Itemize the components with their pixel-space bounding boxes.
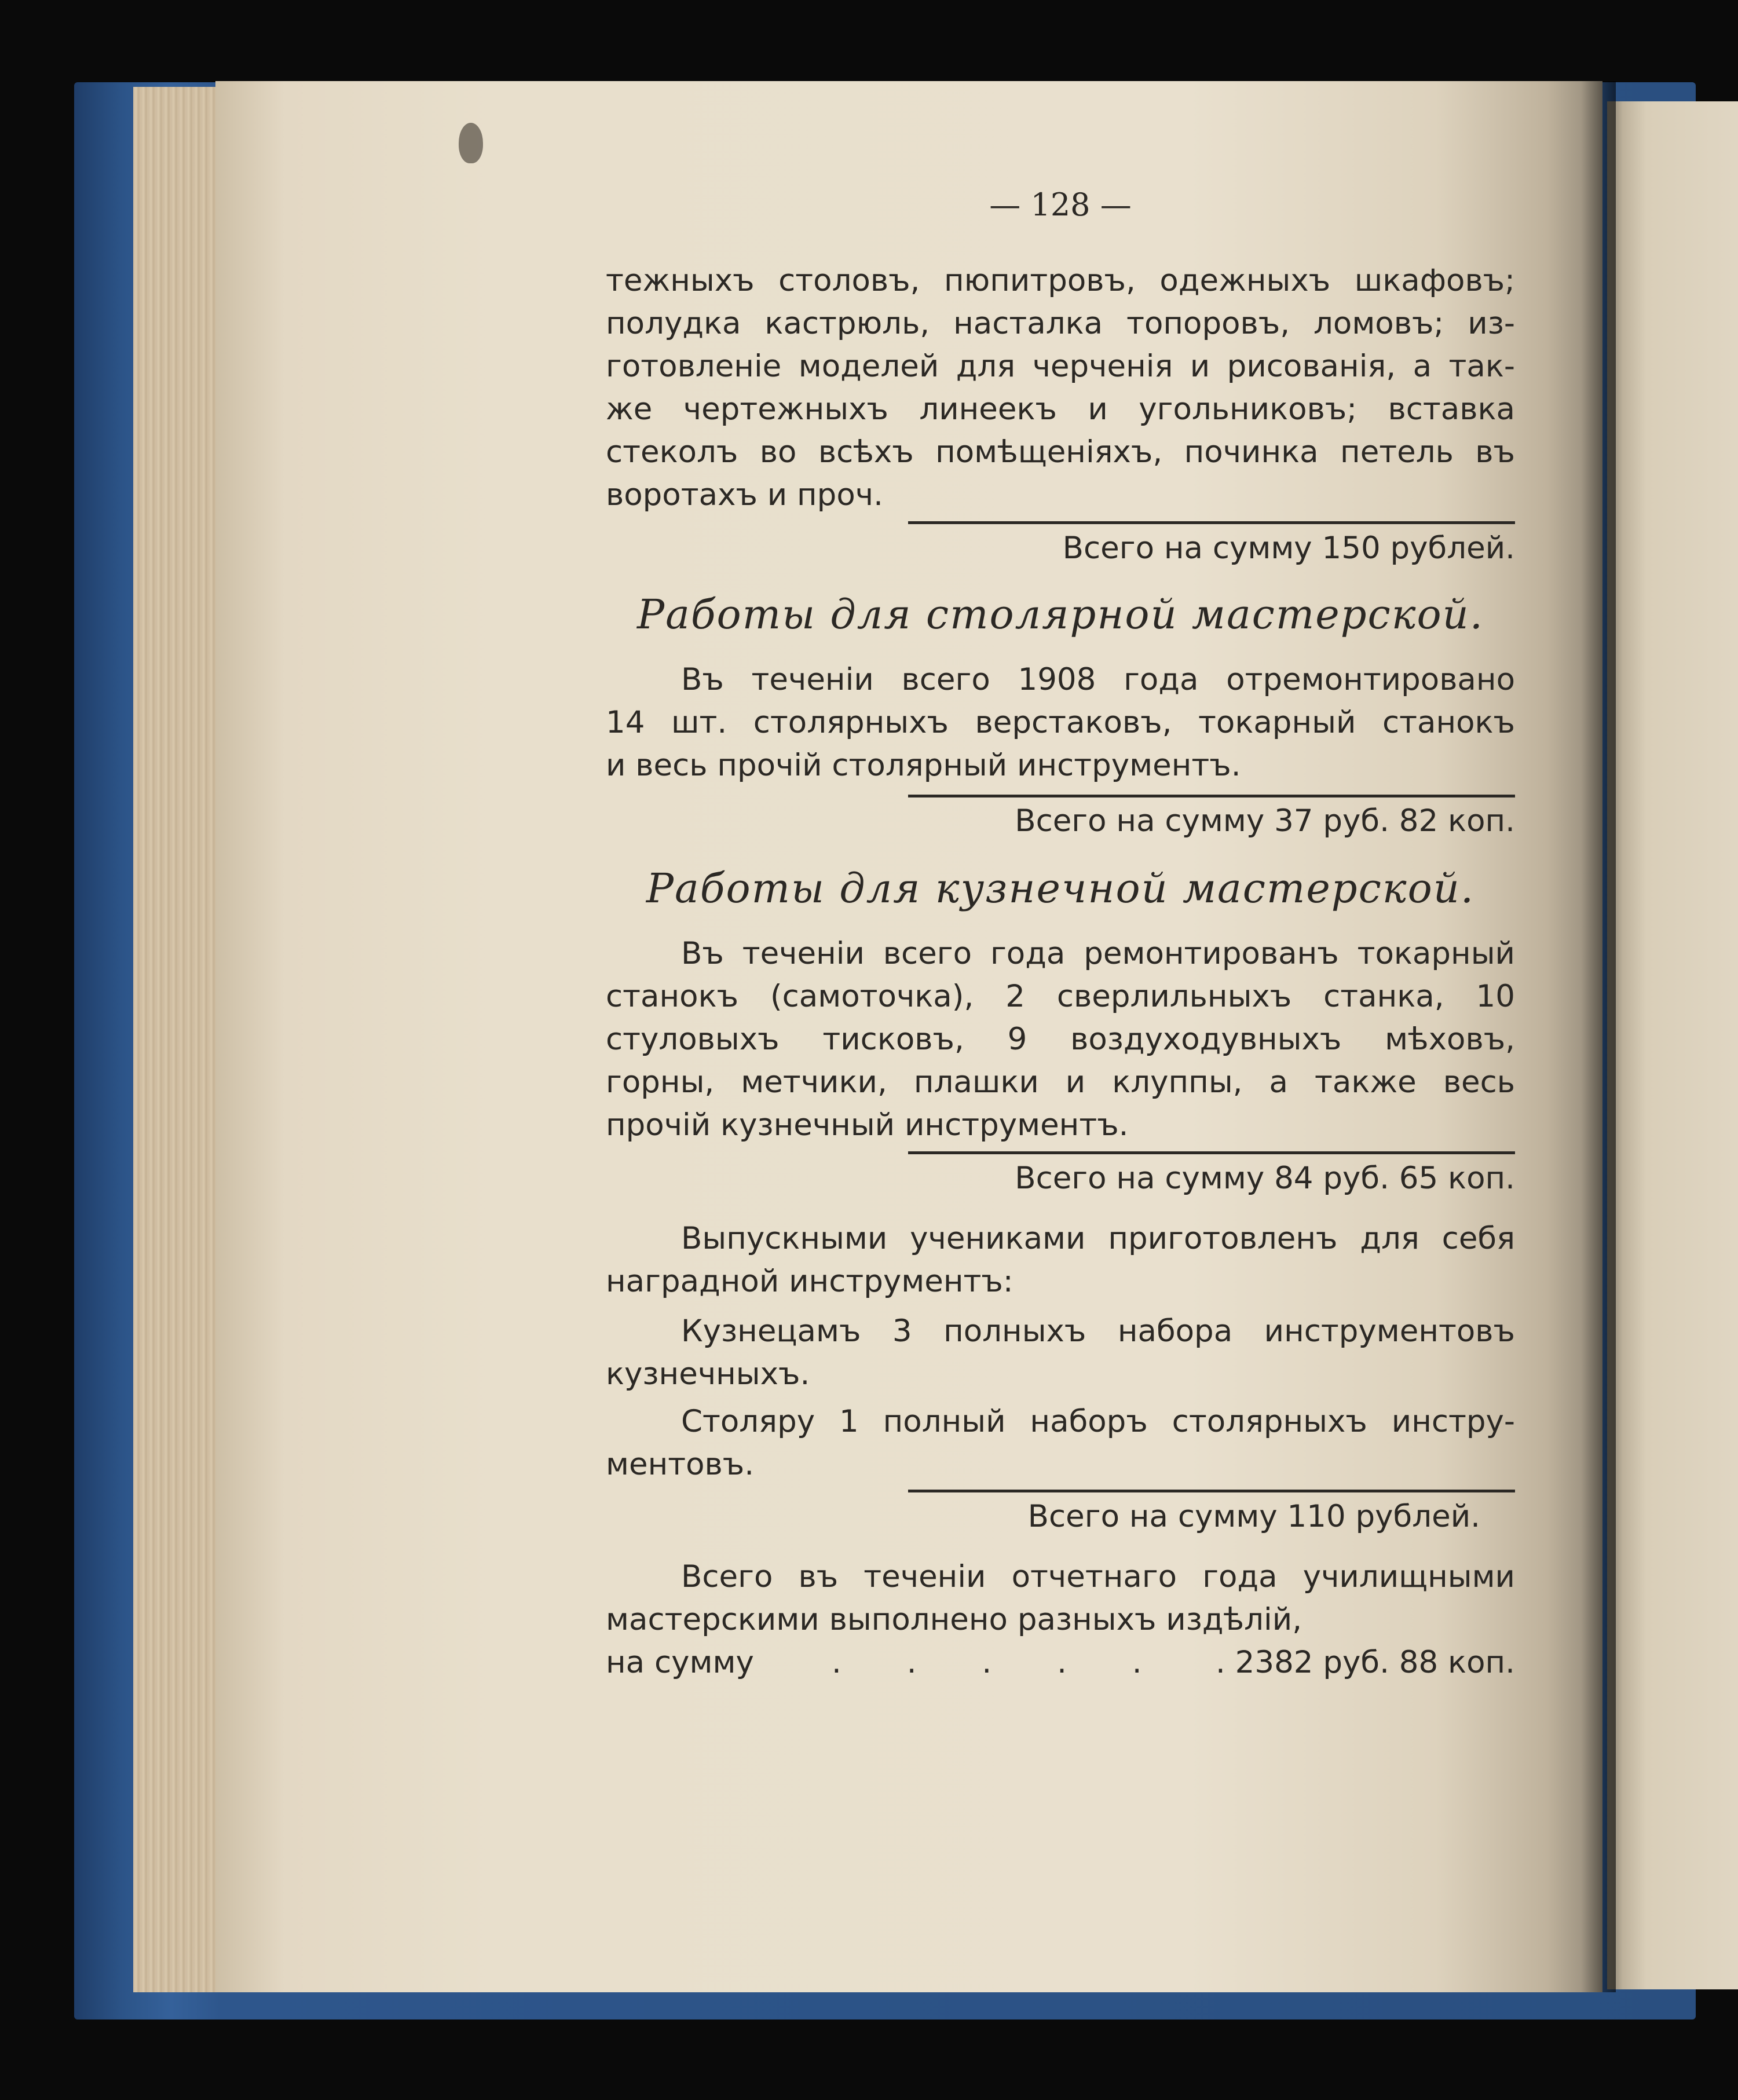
text-line: воротахъ и проч. — [606, 477, 883, 513]
text-line: стуловыхъ тисковъ, 9 воздуходувныхъ мѣховъ, — [606, 1022, 1515, 1057]
text-line: Столяру 1 полный наборъ столярныхъ инстру- — [681, 1404, 1515, 1439]
text-line: горны, метчики, плашки и клуппы, а также весь — [606, 1064, 1515, 1100]
text-line: полудка кастрюль, насталка топоровъ, ломовъ; из- — [606, 306, 1515, 341]
total-line: Всего на сумму 84 руб. 65 коп. — [1015, 1161, 1515, 1196]
total-line: Всего на сумму 150 рублей. — [1062, 531, 1515, 566]
text-line: Кузнецамъ 3 полныхъ набора инструментовъ — [681, 1314, 1515, 1349]
section-heading: Работы для столярной мастерской. — [637, 591, 1484, 638]
text-line: готовленіе моделей для черченія и рисованія, а так- — [606, 349, 1515, 384]
text-line: мастерскими выполнено разныхъ издѣлій, — [606, 1602, 1302, 1637]
gutter-shadow — [1581, 81, 1616, 1992]
text-line: и весь прочій столярный инструментъ. — [606, 748, 1241, 783]
text-line: станокъ (самоточка), 2 сверлильныхъ станка, 10 — [606, 979, 1515, 1014]
text-line: наградной инструментъ: — [606, 1264, 1013, 1299]
dot-leader: . . . . . — [832, 1645, 1170, 1680]
total-rule — [908, 521, 1515, 524]
text-line: Всего въ теченіи отчетнаго года училищными — [681, 1559, 1515, 1594]
total-rule — [908, 1490, 1515, 1492]
ink-blot — [459, 123, 483, 163]
text-line: Въ теченіи всего года ремонтированъ токарный — [681, 936, 1515, 971]
text-line: прочій кузнечный инструментъ. — [606, 1107, 1129, 1143]
page-number: — 128 — — [989, 186, 1132, 223]
text-line: стеколъ во всѣхъ помѣщеніяхъ, починка петель въ — [606, 434, 1515, 470]
text-line: кузнечныхъ. — [606, 1356, 810, 1392]
text-line: же чертежныхъ линеекъ и угольниковъ; вставка — [606, 392, 1515, 427]
total-rule — [908, 1151, 1515, 1154]
text-line: 14 шт. столярныхъ верстаковъ, токарный станокъ — [606, 705, 1515, 740]
total-line: Всего на сумму 37 руб. 82 коп. — [1015, 803, 1515, 839]
final-label: на сумму — [606, 1645, 754, 1680]
total-line: Всего на сумму 110 рублей. — [1027, 1499, 1480, 1534]
final-total-line — [606, 1641, 1515, 1684]
final-total: . 2382 руб. 88 коп. — [1215, 1645, 1515, 1680]
text-line: Въ теченіи всего 1908 года отремонтировано — [681, 662, 1515, 697]
total-rule — [908, 795, 1515, 797]
text-line: Выпускными учениками приготовленъ для себя — [681, 1221, 1515, 1256]
text-line: тежныхъ столовъ, пюпитровъ, одежныхъ шкафовъ; — [606, 263, 1515, 298]
section-heading: Работы для кузнечной мастерской. — [646, 865, 1475, 912]
text-line: ментовъ. — [606, 1447, 755, 1482]
facing-page — [1607, 101, 1738, 1989]
